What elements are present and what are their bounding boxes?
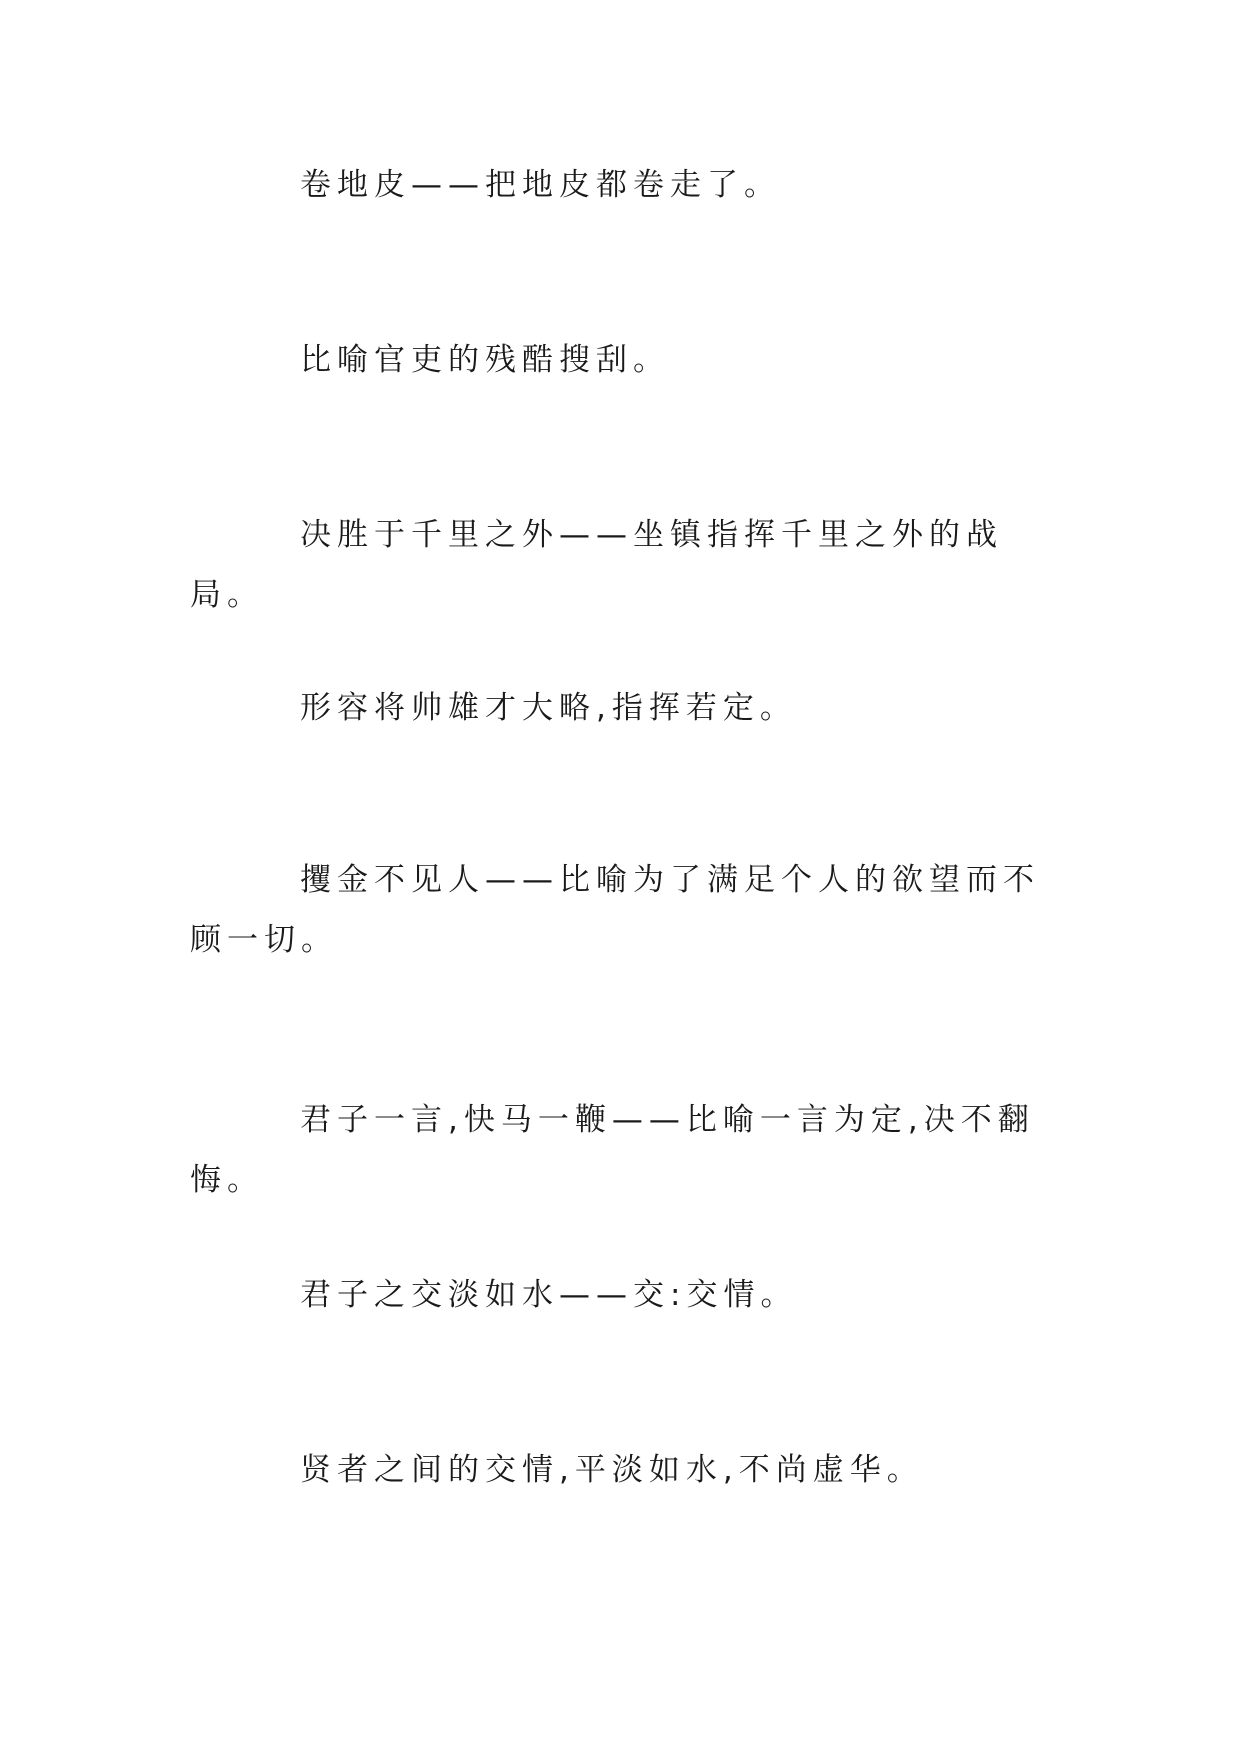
paragraph-7: 君子之交淡如水——交:交情。 [300, 1277, 798, 1313]
paragraph-2: 比喻官吏的残酷搜刮。 [300, 342, 670, 378]
paragraph-3: 决胜于千里之外——坐镇指挥千里之外的战局。 [190, 517, 1003, 613]
paragraph-6: 君子一言,快马一鞭——比喻一言为定,决不翻悔。 [190, 1102, 1035, 1198]
paragraph-5: 攫金不见人——比喻为了满足个人的欲望而不顾一切。 [190, 862, 1040, 958]
paragraph-1: 卷地皮——把地皮都卷走了。 [300, 167, 781, 203]
paragraph-8: 贤者之间的交情,平淡如水,不尚虚华。 [300, 1452, 924, 1488]
paragraph-4: 形容将帅雄才大略,指挥若定。 [300, 690, 797, 726]
